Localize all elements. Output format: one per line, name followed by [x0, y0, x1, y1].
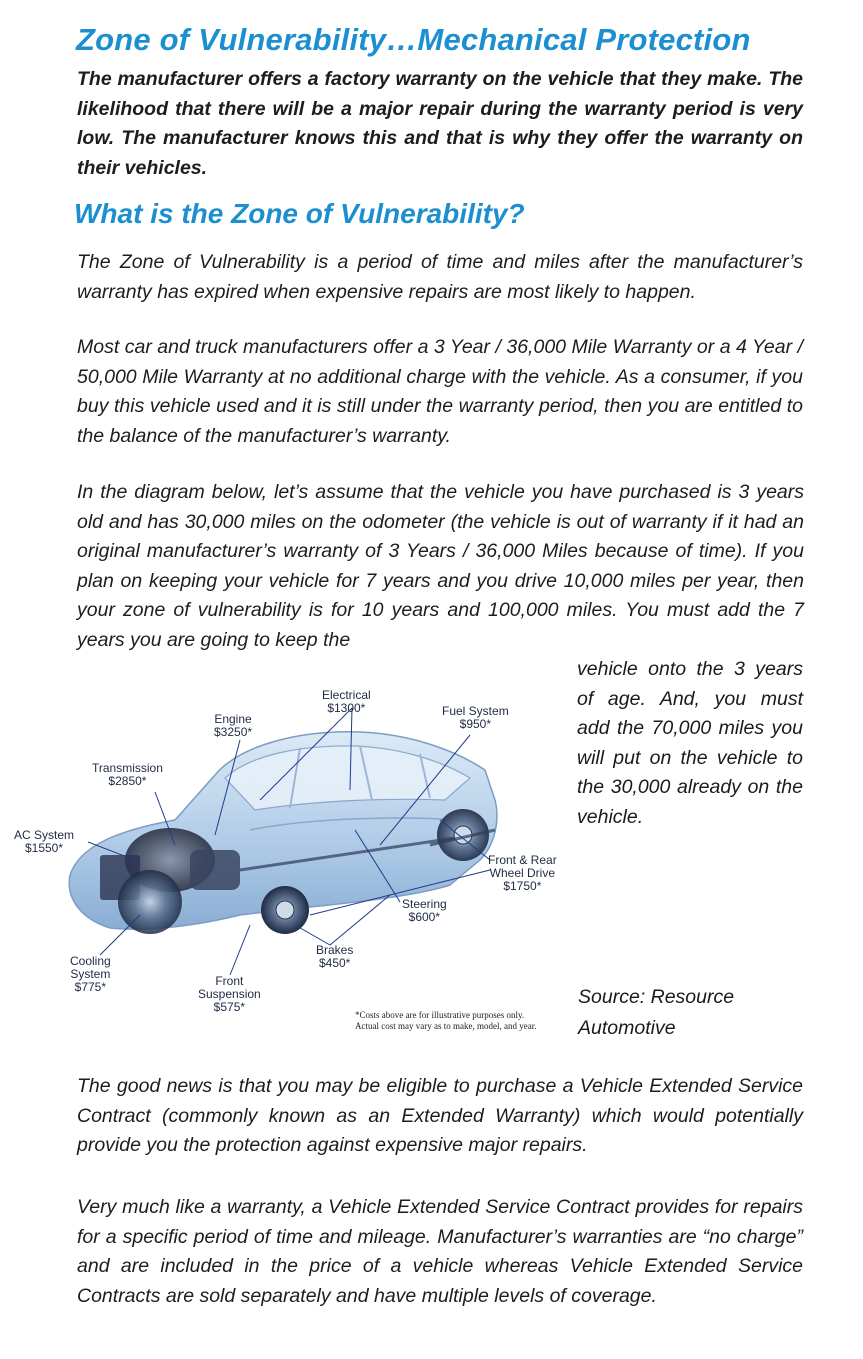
intro-paragraph: The manufacturer offers a factory warranty on the vehicle that they make. The likelihood that there will be a major repair during the warranty period is very low. The manufacturer knows this and that is why they offer the warranty on their vehicles.: [77, 68, 803, 179]
label-ac-system: AC System $1550*: [14, 828, 75, 855]
leader-brakes: [295, 925, 330, 945]
label-wheel-drive: Front & Rear Wheel Drive $1750*: [488, 853, 557, 893]
example-paragraph-continued: vehicle onto the 3 years of age. And, you must add the 70,000 miles you will put on the vehicle to the 30,000 already on the vehicle.: [577, 658, 803, 828]
leader-suspension: [230, 925, 250, 975]
transmission-block: [190, 850, 240, 890]
label-front-suspension: Front Suspension $575*: [198, 974, 261, 1014]
label-electrical: Electrical $1300*: [322, 688, 371, 715]
section-heading: What is the Zone of Vulnerability?: [74, 198, 525, 229]
definition-paragraph: The Zone of Vulnerability is a period of time and miles after the manufacturer’s warranty has expired when expensive repairs are most likely to happen.: [77, 251, 803, 303]
label-brakes: Brakes $450*: [316, 943, 354, 970]
label-cooling-system: Cooling System $775*: [70, 954, 111, 994]
cost-disclaimer: *Costs above are for illustrative purposes only. Actual cost may vary as to make, model, and year.: [355, 1010, 537, 1031]
label-fuel-system: Fuel System $950*: [442, 704, 509, 731]
front-rotor-hub: [276, 901, 294, 919]
closing-paragraph: Very much like a warranty, a Vehicle Extended Service Contract provides for repairs for a specific period of time and mileage. Manufacturer’s warranties are “no charge” and are included in the price of a vehicle whereas Vehicle Extended Service Contracts are sold separately and have multiple levels of coverage.: [77, 1196, 803, 1307]
car-repair-cost-diagram: [0, 670, 575, 1030]
label-engine: Engine $3250*: [214, 712, 253, 739]
front-wheel: [118, 870, 182, 934]
page-title: Zone of Vulnerability…Mechanical Protection: [76, 22, 751, 57]
label-steering: Steering $600*: [402, 897, 447, 924]
source-credit: Source: Resource Automotive: [578, 986, 735, 1039]
warranty-paragraph: Most car and truck manufacturers offer a 3 Year / 36,000 Mile Warranty or a 4 Year / 50,000 Mile Warranty at no additional charge with the vehicle. As a consumer, if you buy this vehicle used and it is still under the warranty period, then you are entitled to the balance of the manufacturer’s warranty.: [77, 336, 803, 447]
label-transmission: Transmission $2850*: [92, 761, 163, 788]
example-paragraph: In the diagram below, let’s assume that the vehicle you have purchased is 3 years old and has 30,000 miles on the odometer (the vehicle is out of warranty if it had an original manufacturer’s warranty of 3 Years / 36,000 Miles because of time). If you plan on keeping your vehicle for 7 years and you drive 10,000 miles per year, then your zone of vulnerability is for 10 years and 100,000 miles. You must add the 7 years you are going to keep the: [77, 481, 804, 651]
good-news-paragraph: The good news is that you may be eligible to purchase a Vehicle Extended Service Contract (commonly known as an Extended Warranty) which would potentially provide you the protection against expensive major repairs.: [77, 1075, 803, 1157]
